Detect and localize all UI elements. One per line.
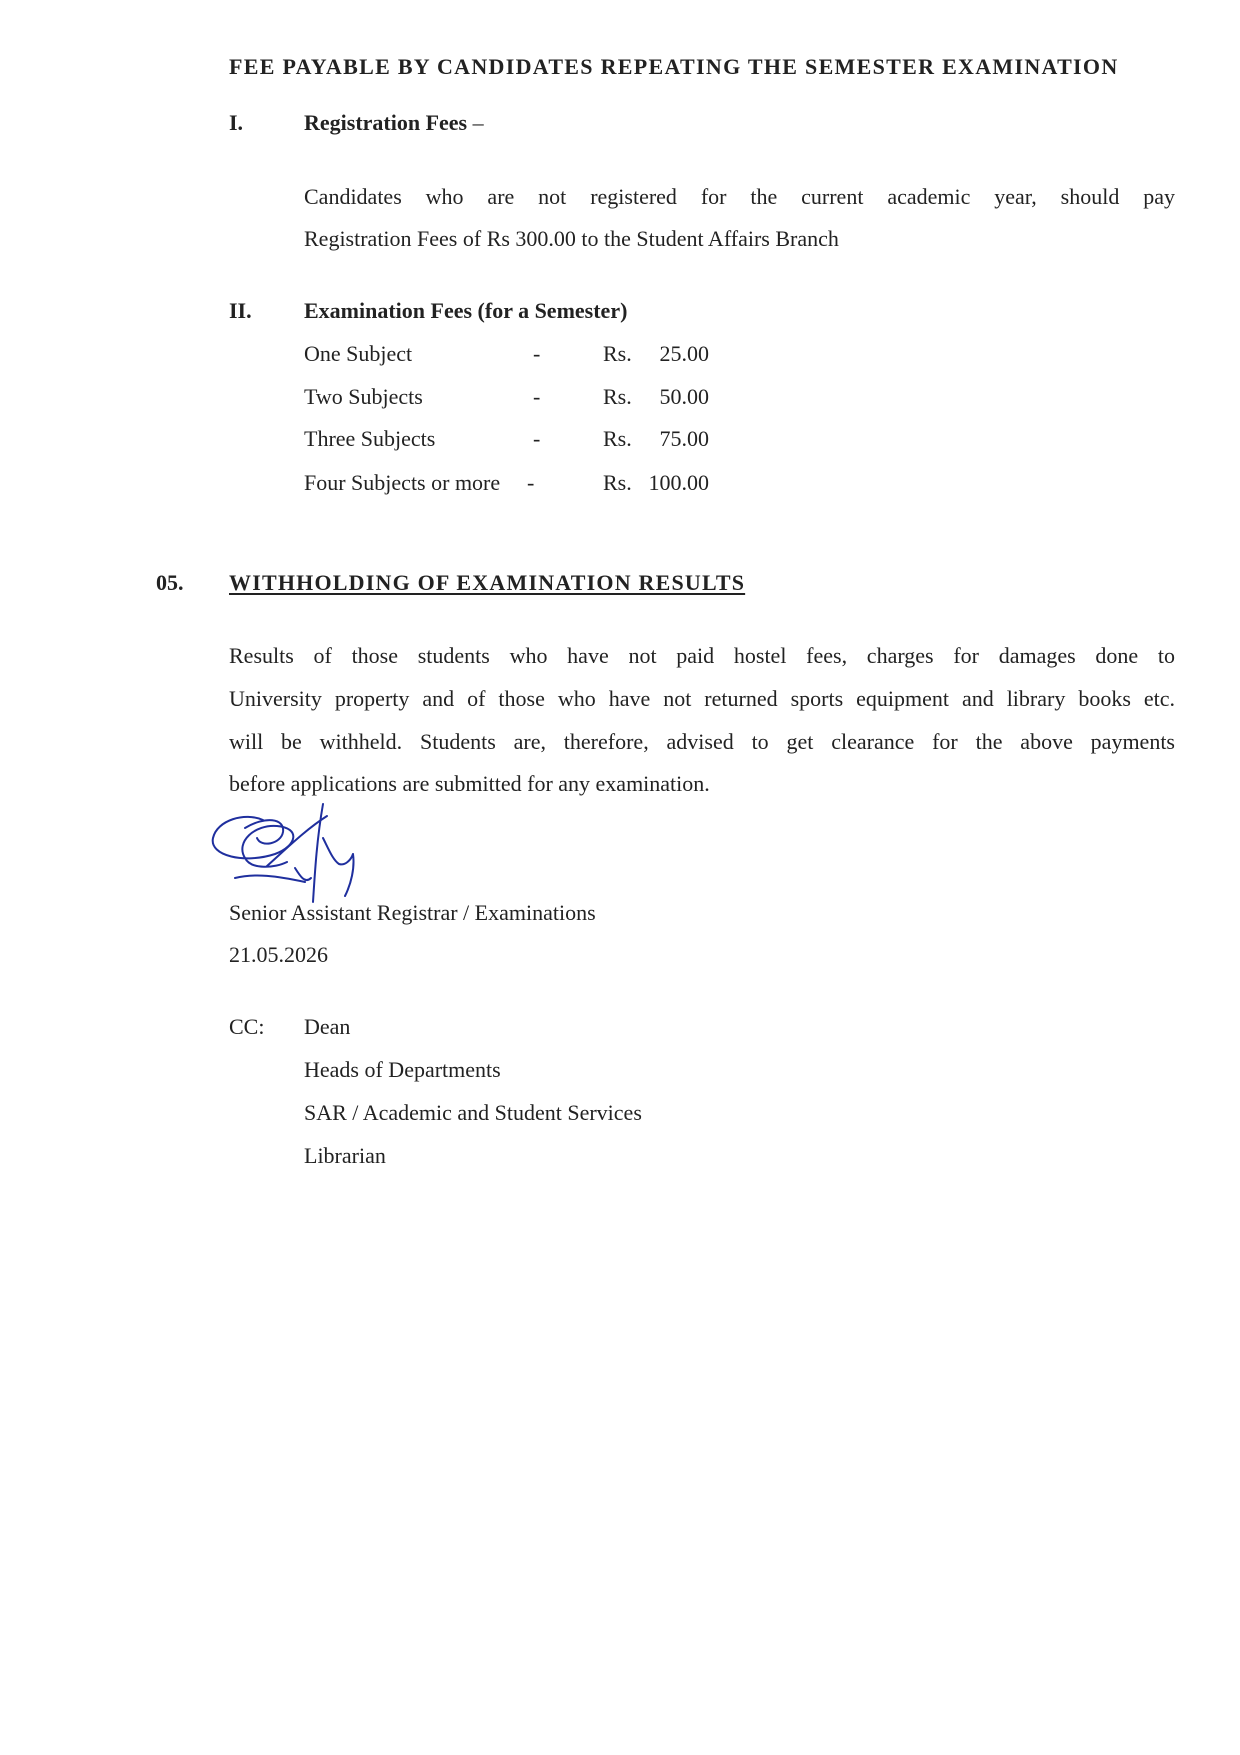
cc-recipient: Heads of Departments — [304, 1057, 501, 1082]
fee-row-currency: Rs. — [603, 341, 632, 366]
fee-row-label: Four Subjects or more — [304, 470, 501, 495]
fee-row-amount: 50.00 — [659, 384, 709, 409]
cc-recipient: Dean — [304, 1014, 351, 1039]
withholding-body-line: will be withheld. Students are, therefore, advised to get clearance for the above payments — [229, 729, 1175, 754]
signatory-designation: Senior Assistant Registrar / Examinations — [229, 900, 596, 925]
fee-row-amount: 25.00 — [659, 341, 709, 366]
withholding-body-line: before applications are submitted for any examination. — [229, 771, 710, 796]
fee-row-currency: Rs. — [603, 470, 632, 495]
fee-row-label: One Subject — [304, 341, 413, 366]
section-number: 05. — [156, 570, 184, 595]
fee-row-separator: - — [533, 341, 541, 366]
fee-row-currency: Rs. — [603, 384, 632, 409]
fee-section-heading: FEE PAYABLE BY CANDIDATES REPEATING THE SEMESTER EXAMINATION — [229, 54, 1119, 79]
registration-title: Registration Fees — [304, 110, 468, 135]
fee-row-separator: - — [533, 426, 541, 451]
fee-row-currency: Rs. — [603, 426, 632, 451]
examination-numeral: II. — [229, 298, 252, 323]
fee-row-label: Two Subjects — [304, 384, 423, 409]
fee-row-separator: - — [527, 470, 535, 495]
signature-icon — [205, 798, 385, 908]
registration-body-line: Candidates who are not registered for the current academic year, should pay — [304, 184, 1175, 209]
fee-row-amount: 100.00 — [648, 470, 709, 495]
withholding-body-line: Results of those students who have not paid hostel fees, charges for damages done to — [229, 643, 1175, 668]
cc-label: CC: — [229, 1014, 265, 1039]
registration-dash: – — [472, 110, 484, 135]
registration-body-line: Registration Fees of Rs 300.00 to the Student Affairs Branch — [304, 226, 839, 251]
cc-recipient: Librarian — [304, 1143, 386, 1168]
registration-heading — [304, 110, 484, 136]
withholding-body-line: University property and of those who have not returned sports equipment and library books etc. — [229, 686, 1175, 711]
fee-row-separator: - — [533, 384, 541, 409]
cc-recipient: SAR / Academic and Student Services — [304, 1100, 642, 1125]
examination-title: Examination Fees (for a Semester) — [304, 298, 628, 323]
registration-numeral: I. — [229, 110, 244, 135]
fee-row-amount: 75.00 — [659, 426, 709, 451]
signoff-date: 21.05.2026 — [229, 942, 328, 967]
withholding-title: WITHHOLDING OF EXAMINATION RESULTS — [229, 570, 746, 595]
fee-row-label: Three Subjects — [304, 426, 436, 451]
